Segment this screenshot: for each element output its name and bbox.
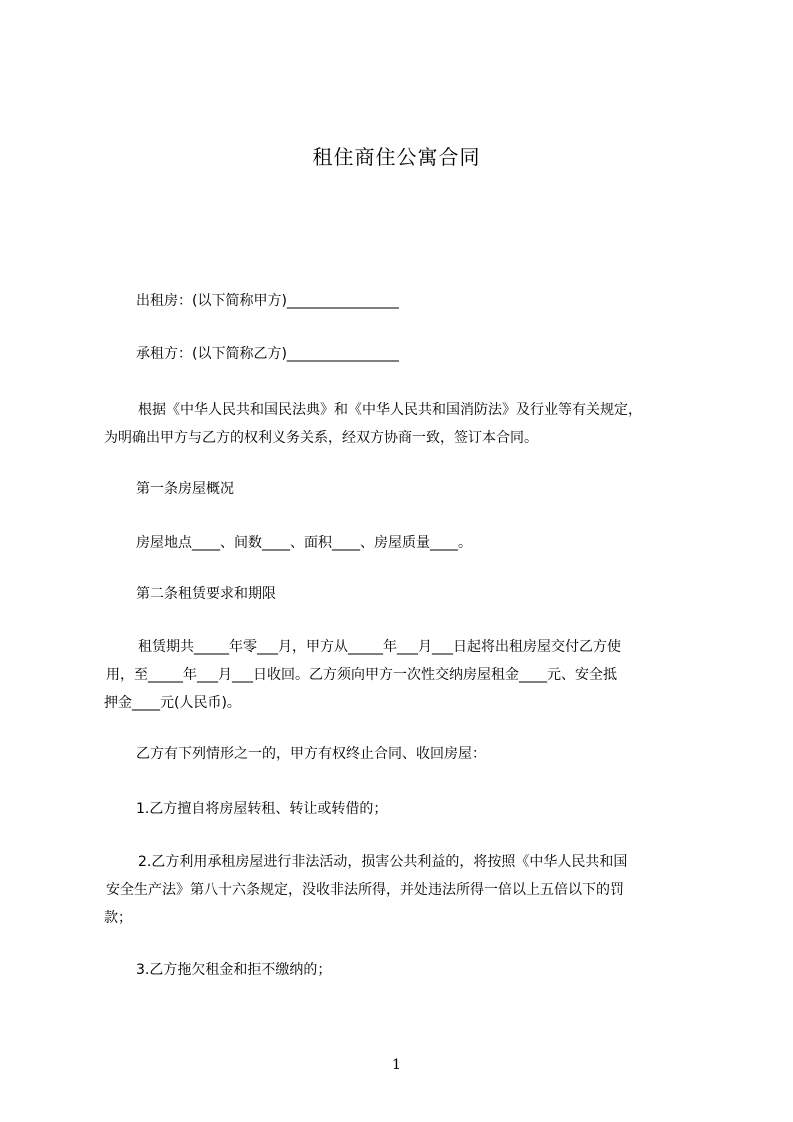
line: 3.乙方拖欠租金和拒不缴纳的；: [136, 962, 332, 978]
paragraph-termination-intro: [136, 740, 736, 768]
section-heading-2: [136, 580, 736, 608]
line: 用，至_____年___月___日收回。乙方须向甲方一次性交纳房屋租金____元、安全抵: [106, 667, 617, 683]
line: 根据《中华人民共和国民法典》和《中华人民共和国消防法》及行业等有关规定，: [138, 402, 642, 418]
line: 押金____元(人民币)。: [104, 695, 241, 711]
list-item-1: [136, 795, 736, 823]
paragraph-lease-term-line2: [106, 661, 706, 689]
line: 为明确出甲方与乙方的权利义务关系，经双方协商一致，签订本合同。: [104, 430, 538, 446]
line: 第一条房屋概况: [136, 481, 234, 497]
line: 1.乙方擅自将房屋转租、转让或转借的；: [136, 801, 388, 817]
paragraph-lessor: [136, 287, 736, 315]
section-heading-1: [136, 475, 736, 503]
document-title: 租住商住公寓合同: [312, 145, 481, 169]
line: 租赁期共_____年零___月，甲方从_____年___月___日起将出租房屋交付乙方使: [138, 639, 621, 655]
paragraph-lessee: [136, 340, 736, 368]
paragraph-lease-term-line3: [104, 689, 704, 717]
line: 2.乙方利用承租房屋进行非法活动，损害公共利益的，将按照《中华人民共和国: [138, 854, 628, 870]
line: 款；: [104, 910, 132, 926]
line: 第二条租赁要求和期限: [136, 586, 276, 602]
line: 出租房：(以下简称甲方)________________: [136, 293, 399, 309]
paragraph-preamble: [138, 396, 738, 424]
list-item-2-line2: [106, 876, 706, 904]
paragraph-lease-term: [138, 633, 738, 661]
paragraph-property-details: [136, 529, 736, 557]
line: 乙方有下列情形之一的，甲方有权终止合同、收回房屋：: [136, 746, 486, 762]
page-number: 1: [392, 1057, 401, 1073]
line: 房屋地点____、间数____、面积____、房屋质量____。: [136, 535, 472, 551]
list-item-2-line3: [104, 904, 704, 932]
list-item-3: [136, 956, 736, 984]
line: 安全生产法》第八十六条规定，没收非法所得，并处违法所得一倍以上五倍以下的罚: [106, 882, 624, 898]
line: 承租方：(以下简称乙方)________________: [136, 346, 399, 362]
list-item-2: [138, 848, 738, 876]
paragraph-preamble-continued: [104, 424, 704, 452]
